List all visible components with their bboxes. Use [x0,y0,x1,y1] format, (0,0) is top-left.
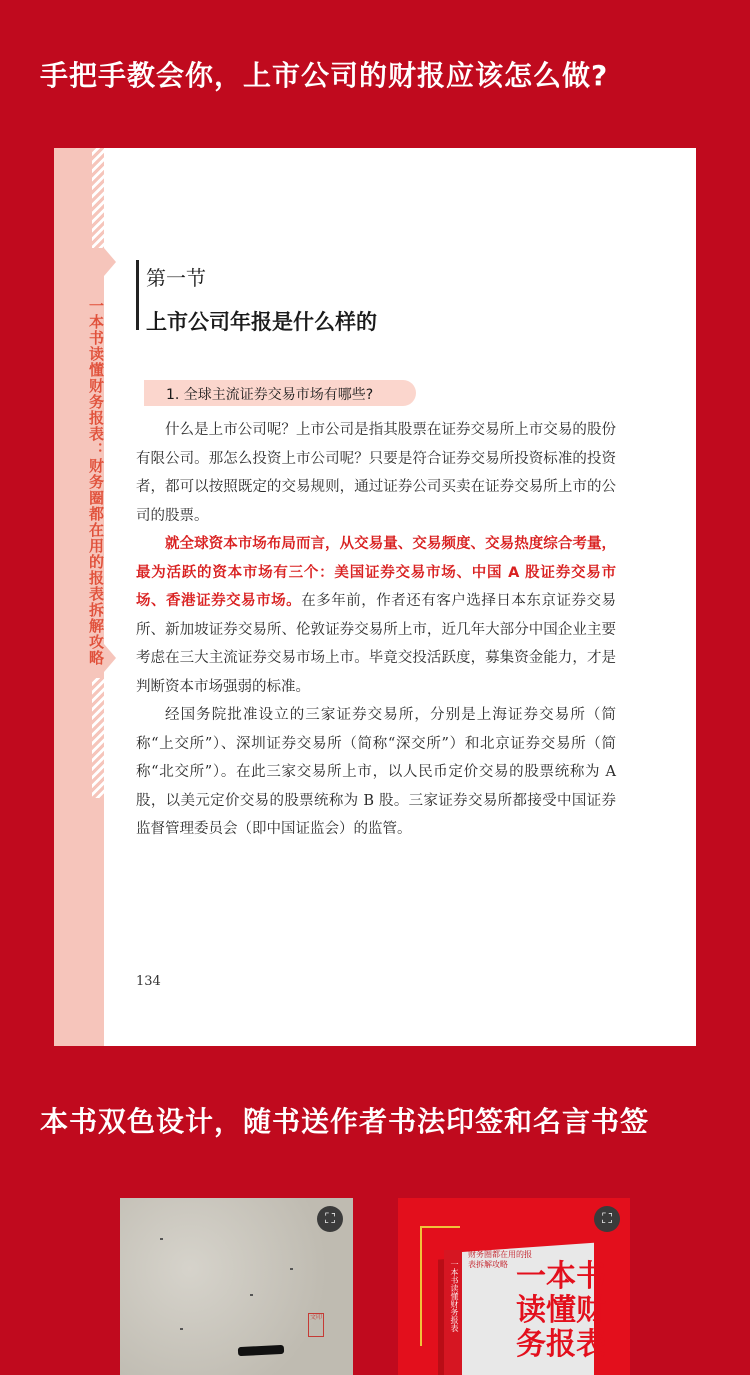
scan-icon[interactable]: ⛶ [594,1206,620,1232]
book-subtitle: 财务圈都在用的报表拆解攻略 [468,1250,532,1269]
book-spine-text: 一本书读懂财务报表 [450,1260,459,1332]
cover-frame-line [420,1226,460,1228]
book-title: 一本书读懂财务报表 [516,1259,606,1362]
red-seal-stamp: 文印 [308,1313,324,1337]
paper-speck [180,1328,183,1330]
cover-frame-line [420,1226,422,1346]
side-running-title: 一本书读懂财务报表：财务圈都在用的报表拆解攻略 [87,298,105,666]
top-heading: 手把手教会你，上市公司的财报应该怎么做? [40,59,609,92]
calligraphy-seal-image[interactable] [120,1198,353,1375]
paper-speck [290,1268,293,1270]
book-page-photo [54,148,696,1046]
side-hatch-top [92,148,104,248]
page-body-text [136,416,616,844]
calligraphy-stroke [238,1345,284,1356]
paper-speck [160,1238,163,1240]
scan-icon[interactable]: ⛶ [317,1206,343,1232]
question-heading: 1. 全球主流证券交易市场有哪些? [166,387,374,403]
paragraph-1: 什么是上市公司呢？上市公司是指其股票在证券交易所上市交易的股份有限公司。那怎么投资上市公司呢？只要是符合证券交易所投资标准的投资者，都可以按照既定的交易规则，通过证券公司买卖在证券交易所上市的公司的股票。 [136,422,616,524]
paper-speck [250,1294,253,1296]
section-label: 第一节 [146,266,206,290]
paragraph-2 [136,530,616,701]
paragraph-3: 经国务院批准设立的三家证券交易所，分别是上海证券交易所（简称“上交所”）、深圳证券交易所（简称“深交所”）和北京证券交易所（简称“北交所”）。在此三家交易所上市，以人民币定价交易的股票统称为 A 股，以美元定价交易的股票统称为 B 股。三家证券交易所都接受中国证券监督管理委员会（即中国证监会）的监管。 [136,707,616,837]
book-cover-image[interactable] [398,1198,630,1375]
side-notch-top [104,248,116,276]
side-hatch-bottom [92,678,104,798]
section-title: 上市公司年报是什么样的 [146,310,377,334]
section-bar [136,260,139,330]
side-notch-bottom [104,644,116,672]
page-number: 134 [136,974,161,989]
bottom-heading: 本书双色设计，随书送作者书法印签和名言书签 [40,1105,650,1138]
highlight-text: 就全球资本市场布局而言，从交易量、交易频度、交易热度综合考量，最为活跃的资本市场有三个：美国证券交易市场、中国 A 股证券交易市场、香港证券交易市场。 [136,536,616,609]
paragraph-2-rest: 在多年前，作者还有客户选择日本东京证券交易所、新加坡证券交易所、伦敦证券交易所上市，近几年大部分中国企业主要考虑在三大主流证券交易市场上市。毕竟交投活跃度，募集资金能力，才是判断资本市场强弱的标准。 [136,593,617,695]
